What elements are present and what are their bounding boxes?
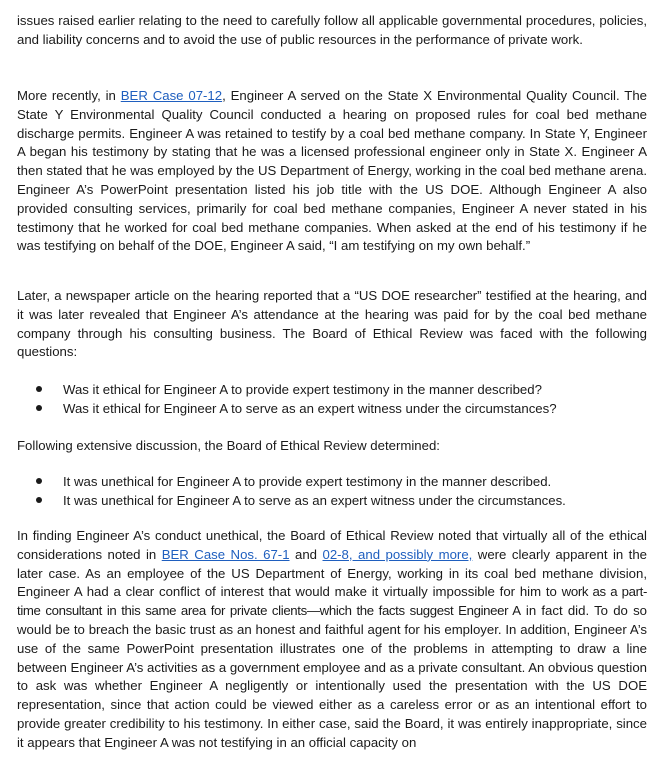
paragraph-ber-07-12 <box>17 87 647 256</box>
bullet-icon <box>36 497 42 503</box>
list-item <box>17 380 647 399</box>
paragraph-text: More recently, in <box>17 88 121 103</box>
list-item-text: It was unethical for Engineer A to provide expert testimony in the manner described. <box>63 474 552 489</box>
list-item <box>17 491 647 510</box>
list-item <box>17 399 647 418</box>
bullet-icon <box>36 478 42 484</box>
paragraph-text: in fact did. To do so would be to breach the basic trust as an honest and faithful agent for his employer. In addition, Engineer A’s use of the same PowerPoint presentation illustrates one of the problems in attempting to draw a line between Engineer A’s activities as a government employee and as a private consultant. An obvious question to ask was whether Engineer A negligently or intentionally used the presentation with the US DOE representation, since that action could be viewed either as a careless error or as an intentional effort to provide greater credibility to his testimony. In either case, said the Board, it was entirely inappropriate, since it appears that Engineer A was not testifying in an official capacity on <box>17 603 647 750</box>
ber-case-02-8-link[interactable]: 02-8, and possibly more, <box>322 546 473 562</box>
bullet-icon <box>36 386 42 392</box>
paragraph-newspaper: Later, a newspaper article on the hearing reported that a “US DOE researcher” testified at the hearing, and it was later revealed that Engineer A’s attendance at the hearing was paid for by the coal bed methane company through his consulting business. The Board of Ethical Review was faced with the following questions: <box>17 288 647 360</box>
paragraph-following: Following extensive discussion, the Board of Ethical Review determined: <box>17 438 440 453</box>
ber-case-67-1-link[interactable]: BER Case Nos. 67-1 <box>161 546 290 562</box>
ber-case-07-12-link[interactable]: BER Case 07-12 <box>120 88 223 103</box>
bullet-icon <box>36 405 42 411</box>
list-item-text: It was unethical for Engineer A to serve as an expert witness under the circumstances. <box>63 493 566 508</box>
list-item-text: Was it ethical for Engineer A to serve as an expert witness under the circumstances? <box>63 401 557 416</box>
determinations-list <box>17 472 647 510</box>
paragraph-text: , Engineer A served on the State X Environmental Quality Council. The State Y Environmental Quality Council conducted a hearing on proposed rules for coal bed methane discharge permits. Engineer A was retained to testify by a coal bed methane company. In State Y, Engineer A began his testimony by stating that he was a licensed professional engineer only in State X. Engineer A then stated that he was employed by the US Department of Energy, working in the coal bed methane arena. Engineer A’s PowerPoint presentation listed his job title with the US DOE. Although Engineer A also provided consulting services, primarily for coal bed methane companies, Engineer A never stated in his testimony that he worked for coal bed methane companies. When asked at the end of his testimony if he was testifying on behalf of the DOE, Engineer A said, “I am testifying on my own behalf.” <box>17 88 647 254</box>
paragraph-text: were clearly apparent in the later case. As an employee of the US Department of Energy, working in its coal bed methane division, Engineer A had a clear conflict of interest that would make it virtually impossible for him to <box>17 546 648 600</box>
paragraph-text: and <box>289 546 323 562</box>
list-item <box>17 472 647 491</box>
paragraph-text: In finding Engineer A’s conduct unethical, the Board of Ethical Review noted that virtually all of the ethical considerations noted in <box>17 528 647 562</box>
paragraph-continuation: issues raised earlier relating to the need to carefully follow all applicable governmental procedures, policies, and liability concerns and to avoid the use of public resources in the performance of private work. <box>17 13 647 47</box>
paragraph-findings <box>17 527 647 753</box>
paragraph-text: work as a part-time consultant in this same area for private clients—which the facts suggest Engineer A <box>17 584 647 619</box>
list-item-text: Was it ethical for Engineer A to provide expert testimony in the manner described? <box>63 382 542 397</box>
questions-list <box>17 380 647 418</box>
